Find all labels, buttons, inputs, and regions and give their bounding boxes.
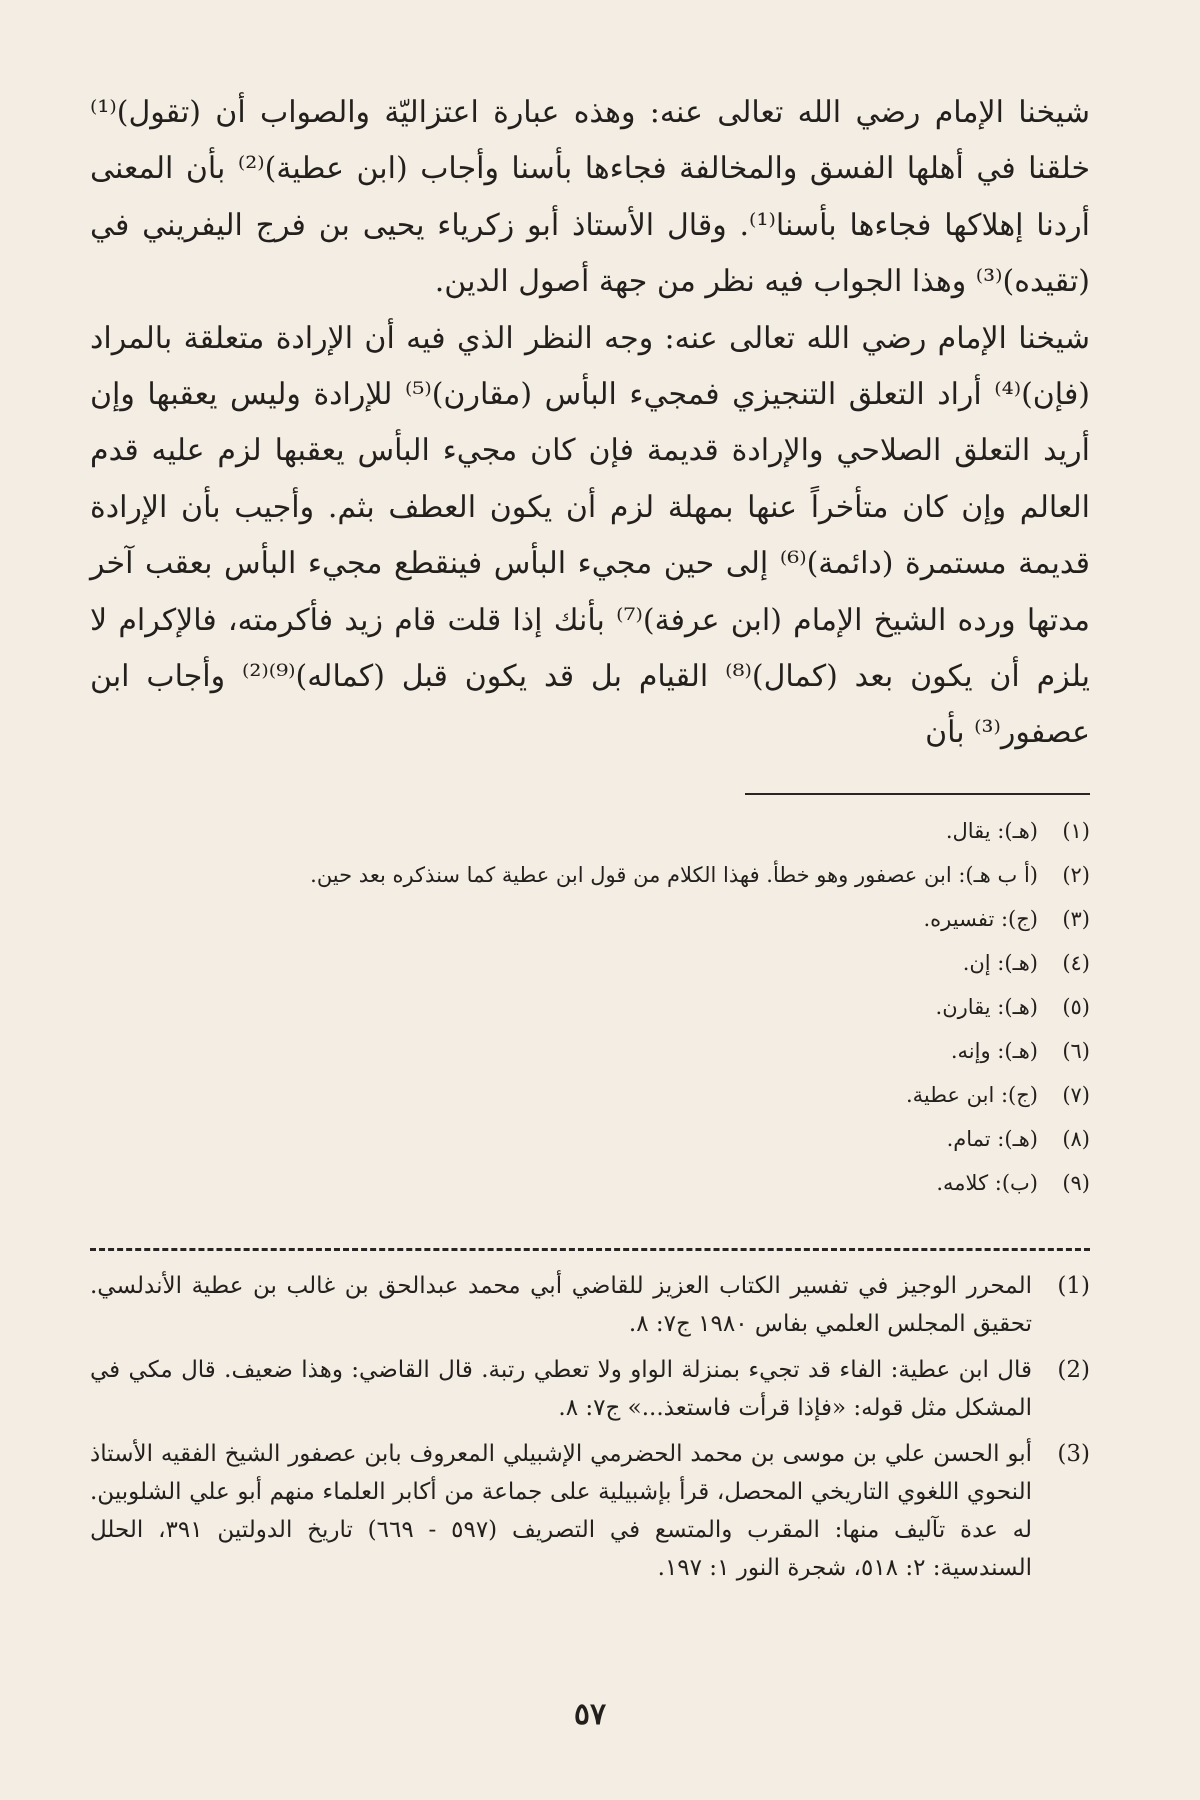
footnote-number: (٥) — [1062, 995, 1090, 1019]
editor-note-number: (1) — [1057, 1273, 1090, 1299]
footnote-item — [90, 1029, 1090, 1073]
footnote-separator — [745, 793, 1090, 795]
footnote-item — [90, 1073, 1090, 1117]
footnote-text: (ج): تفسيره. — [923, 907, 1038, 931]
footnote-number: (٤) — [1062, 951, 1090, 975]
editor-note-number: (2) — [1057, 1357, 1090, 1383]
main-text — [90, 85, 1090, 762]
footnote-text: (هـ): إن. — [962, 951, 1038, 975]
editor-note-text: قال ابن عطية: الفاء قد تجيء بمنزلة الواو ولا تعطي رتبة. قال القاضي: وهذا ضعيف. قال مكي في المشكل مثل قوله: «فإذا قرأت فاستعذ...» ج٧: ٨. — [90, 1357, 1032, 1421]
footnote-text: (هـ): يقال. — [945, 819, 1038, 843]
editor-note-number: (3) — [1057, 1441, 1090, 1467]
footnote-number: (٧) — [1062, 1083, 1090, 1107]
editor-note-item — [90, 1435, 1090, 1587]
footnote-text: (هـ): يقارن. — [935, 995, 1038, 1019]
book-page — [90, 85, 1090, 1745]
footnote-number: (٩) — [1062, 1171, 1090, 1195]
footnote-item — [90, 897, 1090, 941]
footnote-item — [90, 853, 1090, 897]
footnote-text: (هـ): وإنه. — [950, 1039, 1038, 1063]
footnote-number: (٣) — [1062, 907, 1090, 931]
editor-note-item — [90, 1267, 1090, 1343]
footnote-text: (أ ب هـ): ابن عصفور وهو خطأ. فهذا الكلام من قول ابن عطية كما سنذكره بعد حين. — [310, 863, 1038, 887]
footnote-text: (ج): ابن عطية. — [905, 1083, 1038, 1107]
footnote-number: (٦) — [1062, 1039, 1090, 1063]
footnote-item — [90, 985, 1090, 1029]
dashed-separator — [90, 1248, 1090, 1251]
editor-note-text: أبو الحسن علي بن موسى بن محمد الحضرمي الإشبيلي المعروف بابن عصفور الشيخ الفقيه الأستاذ النحوي اللغوي التاريخي المحصل، قرأ بإشبيلية على جماعة من أكابر العلماء منهم أبو علي الشلوبين. له عدة تآليف منها: المقرب والمتسع في التصريف (٥٩٧ - ٦٦٩) تاريخ الدولتين ٣٩١، الحلل السندسية: ٢: ٥١٨، شجرة النور ١: ١٩٧. — [90, 1441, 1032, 1581]
footnote-number: (٢) — [1062, 863, 1090, 887]
footnote-number: (٨) — [1062, 1127, 1090, 1151]
footnote-item — [90, 809, 1090, 853]
footnote-text: (هـ): تمام. — [946, 1127, 1038, 1151]
editor-note-text: المحرر الوجيز في تفسير الكتاب العزيز للقاضي أبي محمد عبدالحق بن غالب بن عطية الأندلسي. تحقيق المجلس العلمي بفاس ١٩٨٠ ج٧: ٨. — [90, 1273, 1032, 1337]
footnote-number: (١) — [1062, 819, 1090, 843]
footnote-item — [90, 1161, 1090, 1205]
variant-footnotes — [90, 809, 1090, 1205]
editor-footnotes — [90, 1267, 1090, 1595]
footnote-item — [90, 1117, 1090, 1161]
footnote-item — [90, 941, 1090, 985]
page-number: ٥٧ — [573, 1697, 607, 1732]
paragraph: شيخنا الإمام رضي الله تعالى عنه: وهذه عبارة اعتزاليّة والصواب أن (تقول)⁽¹⁾ خلقنا في أهلها الفسق والمخالفة فجاءها بأسنا وأجاب (ابن عطية)⁽²⁾ بأن المعنى أردنا إهلاكها فجاءها بأسنا⁽¹⁾. وقال الأستاذ أبو زكرياء يحيى بن فرج اليفريني في (تقيده)⁽³⁾ وهذا الجواب فيه نظر من جهة أصول الدين. — [90, 95, 1091, 300]
paragraph: شيخنا الإمام رضي الله تعالى عنه: وجه النظر الذي فيه أن الإرادة متعلقة بالمراد (فإن)⁽⁴⁾ أراد التعلق التنجيزي فمجيء البأس (مقارن)⁽⁵⁾ للإرادة وليس يعقبها وإن أريد التعلق الصلاحي والإرادة قديمة فإن كان مجيء البأس يعقبها لزم عليه قدم العالم وإن كان متأخراً عنها بمهلة لزم أن يكون العطف بثم. وأجيب بأن الإرادة قديمة مستمرة (دائمة)⁽⁶⁾ إلى حين مجيء البأس فينقطع مجيء البأس بعقب آخر مدتها ورده الشيخ الإمام (ابن عرفة)⁽⁷⁾ بأنك إذا قلت قام زيد فأكرمته، فالإكرام لا يلزم أن يكون بعد (كمال)⁽⁸⁾ القيام بل قد يكون قبل (كماله)⁽⁹⁾⁽²⁾ وأجاب ابن عصفور⁽³⁾ بأن — [90, 320, 1090, 751]
footnote-text: (ب): كلامه. — [936, 1171, 1038, 1195]
editor-note-item — [90, 1351, 1090, 1427]
